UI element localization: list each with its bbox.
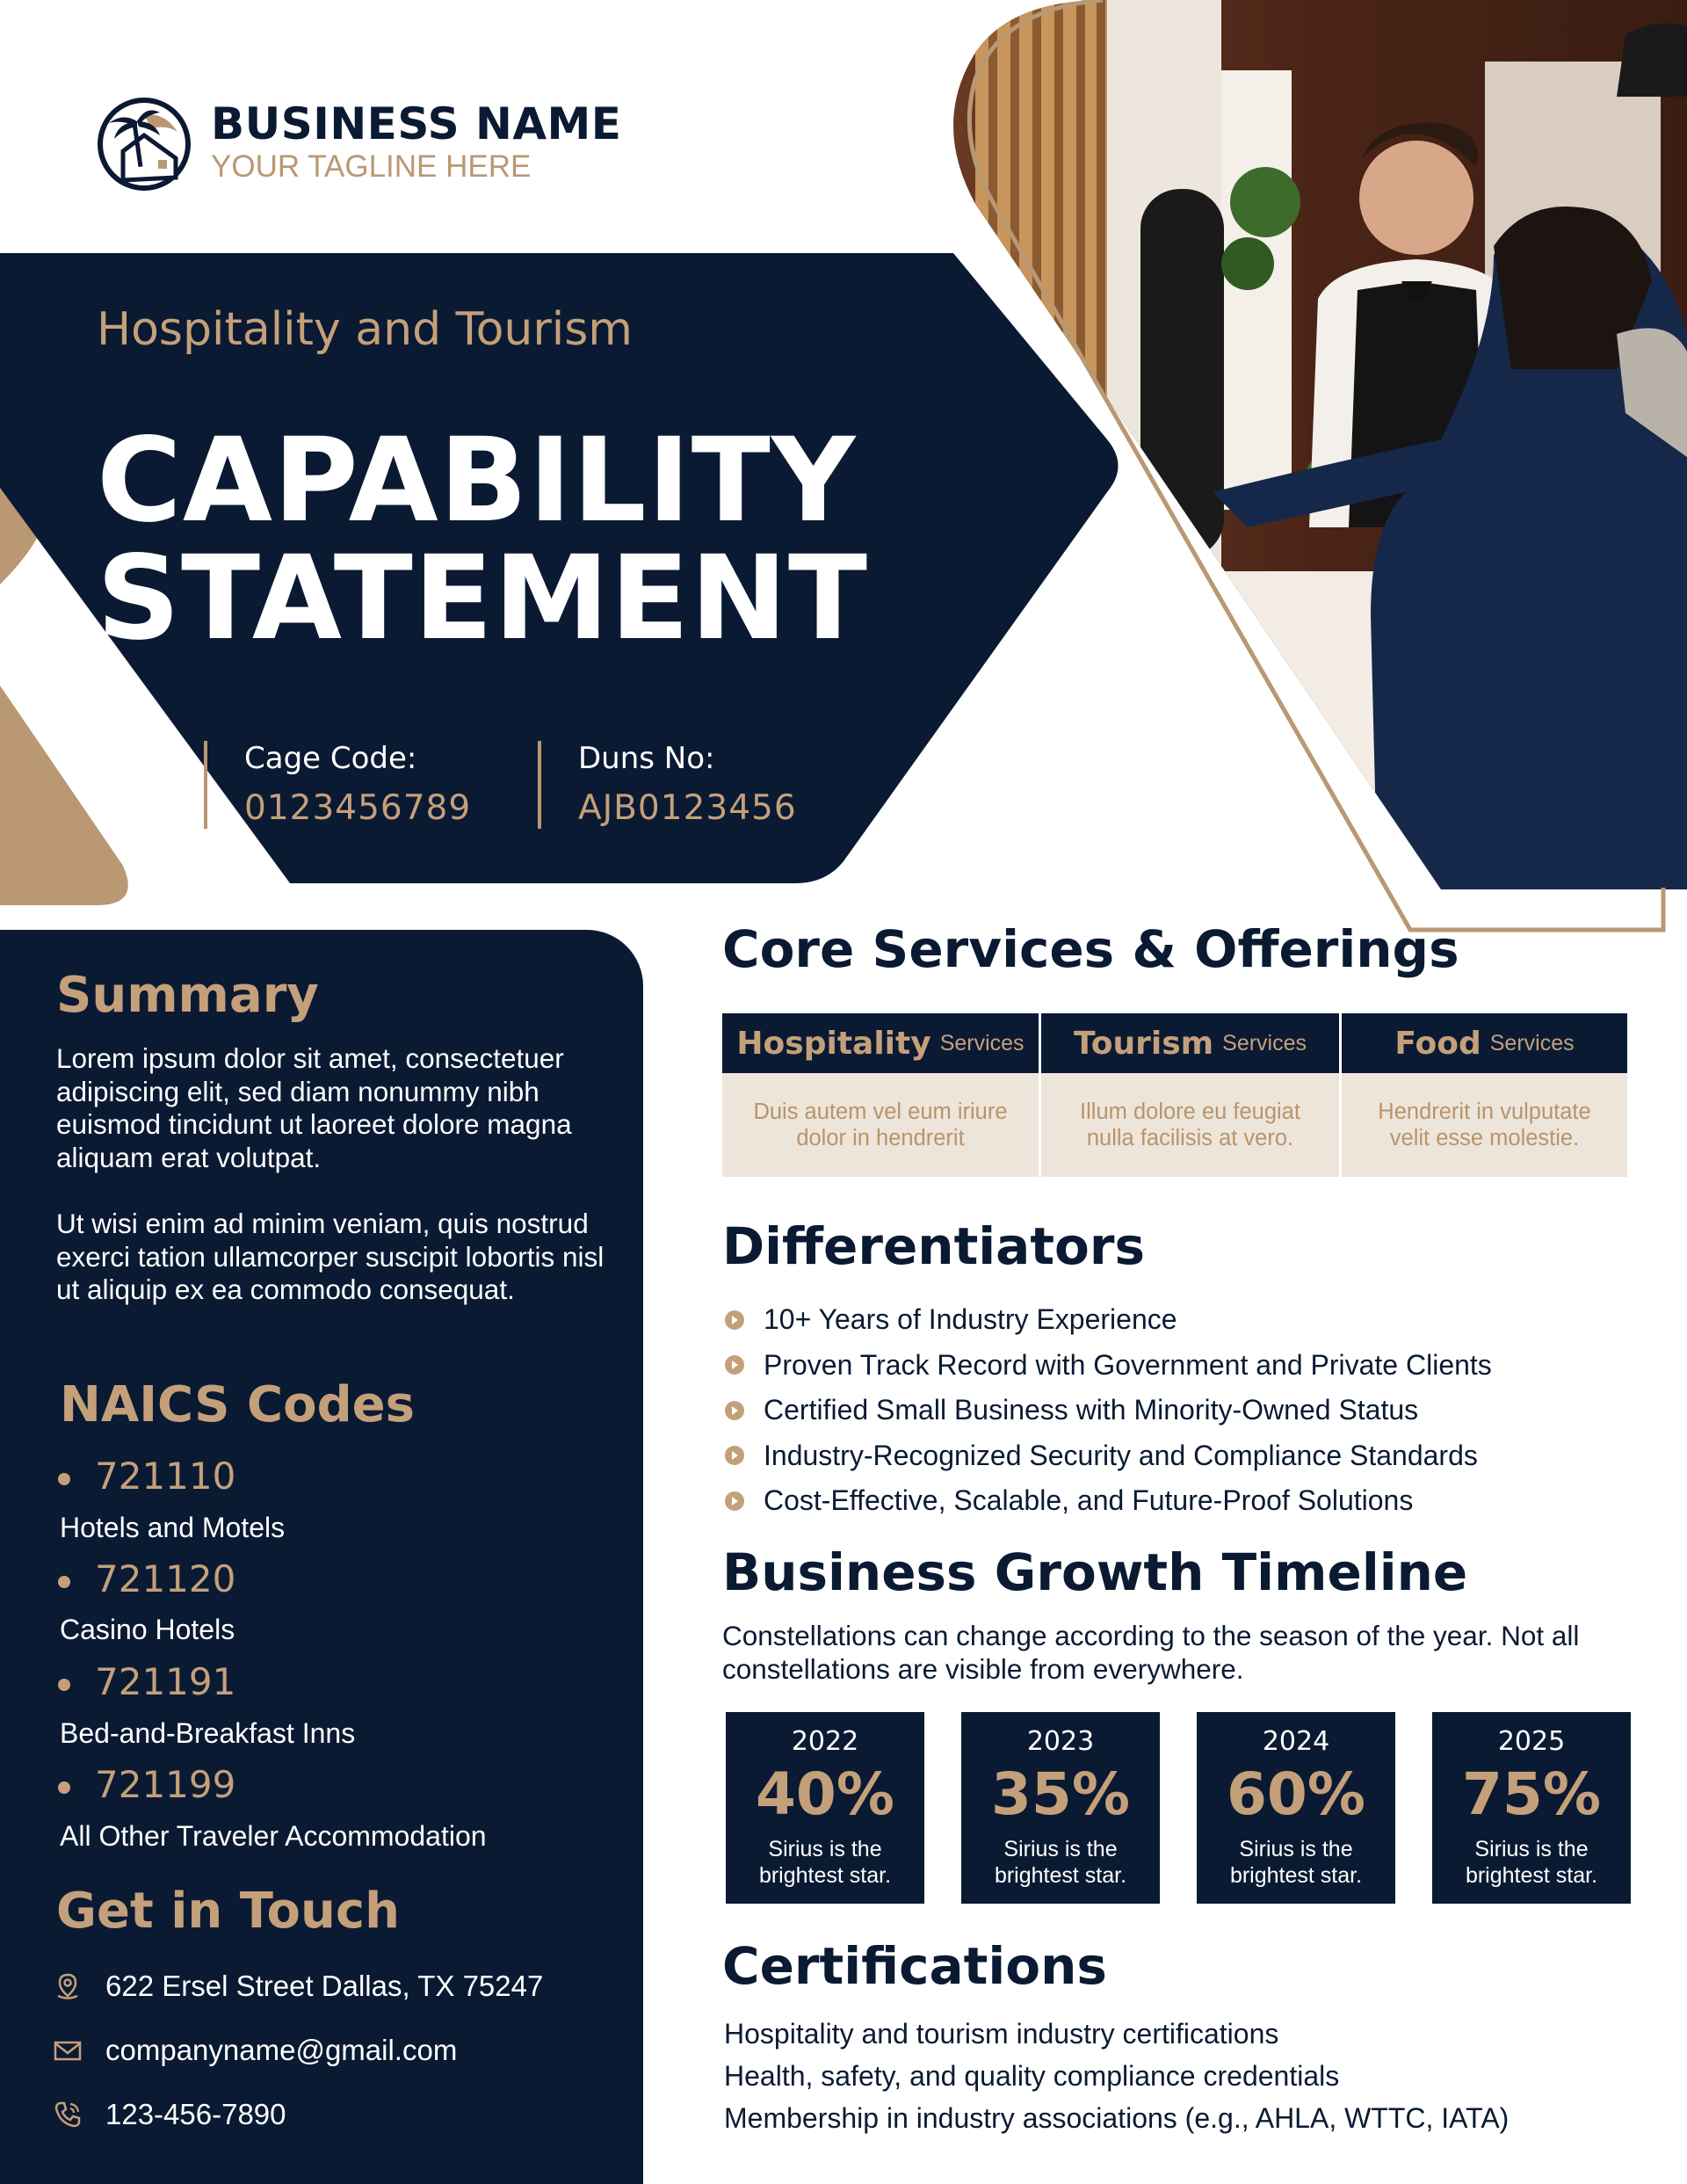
timeline-percent: 35%	[991, 1760, 1130, 1828]
service-description: Hendrerit in vulputate velit esse molestie.	[1342, 1073, 1627, 1177]
timeline-card	[726, 1712, 924, 1904]
hero-title-line2: STATEMENT	[97, 531, 869, 666]
naics-code: 721110	[58, 1455, 235, 1498]
services-table	[722, 1013, 1627, 1177]
list-item: Certified Small Business with Minority-Owned Status	[725, 1388, 1492, 1433]
duns-number-block	[538, 741, 797, 829]
bullet-dot-icon	[58, 1576, 70, 1588]
service-header: Tourism Services	[1041, 1013, 1342, 1073]
list-item: Cost-Effective, Scalable, and Future-Proof Solutions	[725, 1478, 1492, 1524]
envelope-icon	[53, 2035, 83, 2065]
timeline-text: Sirius is the brightest star.	[1229, 1837, 1363, 1888]
cage-code-block	[204, 741, 471, 829]
list-item: 10+ Years of Industry Experience	[725, 1297, 1492, 1343]
summary-paragraph-2: Ut wisi enim ad minim veniam, quis nostrud exerci tation ullamcorper suscipit lobortis nisl ut aliquip ex ea commodo consequat.	[56, 1208, 605, 1305]
phone-icon	[53, 2100, 83, 2130]
timeline-year: 2023	[1026, 1726, 1095, 1757]
list-item: Health, safety, and quality compliance credentials	[724, 2059, 1340, 2092]
timeline-year: 2022	[791, 1726, 859, 1757]
business-tagline: YOUR TAGLINE HERE	[211, 149, 532, 184]
timeline-year: 2024	[1262, 1726, 1330, 1757]
play-bullet-icon	[725, 1491, 744, 1511]
palm-house-logo-icon	[97, 97, 192, 192]
timeline-text: Sirius is the brightest star.	[994, 1837, 1127, 1888]
differentiators-heading: Differentiators	[722, 1216, 1146, 1276]
list-item: Proven Track Record with Government and Private Clients	[725, 1343, 1492, 1389]
timeline-percent: 60%	[1227, 1760, 1365, 1828]
bullet-dot-icon	[58, 1781, 70, 1794]
email-link[interactable]: companyname@gmail.com	[105, 2034, 458, 2066]
service-header: Hospitality Services	[722, 1013, 1041, 1073]
bullet-dot-icon	[58, 1473, 70, 1485]
duns-number-value: AJB0123456	[578, 788, 797, 828]
growth-heading: Business Growth Timeline	[722, 1542, 1468, 1602]
naics-code: 721120	[58, 1557, 235, 1600]
play-bullet-icon	[725, 1355, 744, 1375]
play-bullet-icon	[725, 1401, 744, 1420]
cage-code-value: 0123456789	[244, 788, 472, 828]
hero-title-line1: CAPABILITY	[97, 413, 857, 548]
differentiators-list	[725, 1297, 1492, 1524]
timeline-card	[961, 1712, 1160, 1904]
timeline-text: Sirius is the brightest star.	[1465, 1837, 1598, 1888]
duns-number-label: Duns No:	[578, 741, 715, 776]
timeline-card	[1197, 1712, 1395, 1904]
service-description: Duis autem vel eum iriure dolor in hendrerit	[722, 1073, 1041, 1177]
naics-code: 721199	[58, 1763, 235, 1806]
contact-heading: Get in Touch	[56, 1883, 400, 1940]
timeline-text: Sirius is the brightest star.	[758, 1837, 892, 1888]
list-item: Hospitality and tourism industry certifications	[724, 2017, 1279, 2050]
timeline-year: 2025	[1497, 1726, 1566, 1757]
timeline-card	[1432, 1712, 1631, 1904]
timeline-percent: 40%	[756, 1760, 894, 1828]
certifications-list	[724, 2013, 1509, 2139]
service-header: Food Services	[1342, 1013, 1627, 1073]
address-text: 622 Ersel Street Dallas, TX 75247	[105, 1970, 544, 2002]
naics-description: Hotels and Motels	[60, 1512, 286, 1543]
summary-heading: Summary	[56, 967, 319, 1024]
service-column-food	[1342, 1013, 1627, 1177]
summary-paragraph-1: Lorem ipsum dolor sit amet, consectetuer adipiscing elit, sed diam nonummy nibh euismod tincidunt ut laoreet dolore magna aliquam erat volutpat.	[56, 1042, 572, 1173]
service-column-hospitality	[722, 1013, 1041, 1177]
certifications-heading: Certifications	[722, 1936, 1107, 1996]
list-item: Membership in industry associations (e.g., AHLA, WTTC, IATA)	[724, 2101, 1510, 2134]
naics-description: Casino Hotels	[60, 1614, 235, 1645]
growth-timeline	[726, 1712, 1631, 1904]
business-name: BUSINESS NAME	[211, 98, 622, 149]
naics-description: All Other Traveler Accommodation	[60, 1820, 487, 1852]
location-pin-icon	[53, 1971, 83, 2001]
play-bullet-icon	[725, 1310, 744, 1330]
naics-heading: NAICS Codes	[60, 1376, 415, 1433]
contact-email[interactable]	[53, 2033, 457, 2068]
hero-subtitle: Hospitality and Tourism	[97, 303, 633, 356]
service-description: Illum dolore eu feugiat nulla facilisis at vero.	[1041, 1073, 1342, 1177]
cage-code-label: Cage Code:	[244, 741, 417, 776]
services-heading: Core Services & Offerings	[722, 919, 1459, 979]
play-bullet-icon	[725, 1446, 744, 1465]
naics-description: Bed-and-Breakfast Inns	[60, 1717, 356, 1749]
list-item: Industry-Recognized Security and Compliance Standards	[725, 1433, 1492, 1479]
timeline-percent: 75%	[1462, 1760, 1601, 1828]
contact-address	[53, 1969, 543, 2004]
phone-link[interactable]: 123-456-7890	[105, 2098, 286, 2130]
service-column-tourism	[1041, 1013, 1342, 1177]
naics-code: 721191	[58, 1660, 235, 1703]
growth-intro: Constellations can change according to the season of the year. Not all constellations are visible from everywhere.	[722, 1620, 1580, 1685]
contact-phone[interactable]	[53, 2097, 286, 2132]
bullet-dot-icon	[58, 1679, 70, 1691]
